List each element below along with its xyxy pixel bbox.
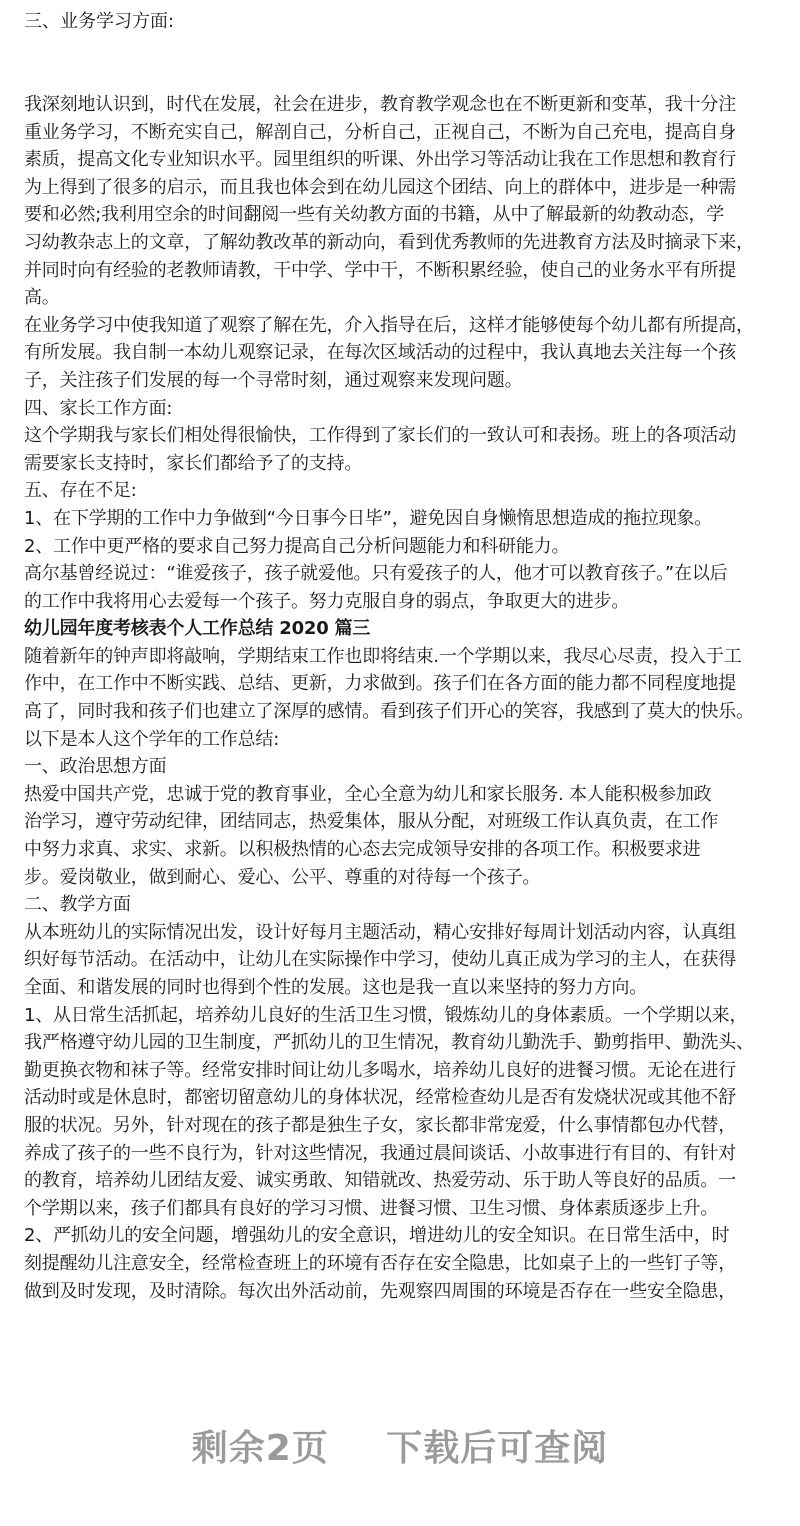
text-line: 高了，同时我和孩子们也建立了深厚的感情。看到孩子们开心的笑容，我感到了莫大的快乐。: [24, 701, 754, 723]
text-line: 需要家长支持时，家长们都给予了的支持。: [24, 452, 363, 474]
text-line: 二、教学方面: [24, 894, 131, 916]
text-line: 并同时向有经验的老教师请教，干中学、学中干，不断积累经验，使自己的业务水平有所提: [24, 259, 736, 281]
remaining-pages-label: 剩余2页: [191, 1428, 329, 1469]
text-line: 2、严抓幼儿的安全问题，增强幼儿的安全意识，增进幼儿的安全知识。在日常生活中，时: [24, 1225, 730, 1247]
text-line: 步。爱岗敬业，做到耐心、爱心、公平、尊重的对待每一个孩子。: [24, 866, 541, 888]
download-prompt[interactable]: [0, 1420, 800, 1471]
text-line: 活动时或是休息时，都密切留意幼儿的身体状况，经常检查幼儿是否有发烧状况或其他不舒: [24, 1087, 736, 1109]
text-line: 个学期以来，孩子们都具有良好的学习习惯、进餐习惯、卫生习惯、身体素质逐步上升。: [24, 1197, 719, 1219]
text-line: 中努力求真、求实、求新。以积极热情的心态去完成领导安排的各项工作。积极要求进: [24, 839, 701, 861]
text-line: 2、工作中更严格的要求自己努力提高自己分析问题能力和科研能力。: [24, 535, 570, 557]
text-line: 以下是本人这个学年的工作总结:: [24, 728, 280, 750]
text-line: 四、家长工作方面:: [24, 397, 173, 419]
text-line: 我严格遵守幼儿园的卫生制度，严抓幼儿的卫生情况，教育幼儿勤洗手、勤剪指甲、勤洗头、: [24, 1032, 754, 1054]
text-line: 1、从日常生活抓起，培养幼儿良好的生活卫生习惯，锻炼幼儿的身体素质。一个学期以来，: [24, 1004, 748, 1026]
text-line: 的工作中我将用心去爱每一个孩子。努力克服自身的弱点，争取更大的进步。: [24, 590, 630, 612]
text-line: 从本班幼儿的实际情况出发，设计好每月主题活动，精心安排好每周计划活动内容，认真组: [24, 921, 736, 943]
text-line: 的教育，培养幼儿团结友爱、诚实勇敢、知错就改、热爱劳动、乐于助人等良好的品质。一: [24, 1170, 736, 1192]
text-line: 织好每节活动。在活动中，让幼儿在实际操作中学习，使幼儿真正成为学习的主人，在获得: [24, 949, 736, 971]
text-line: 随着新年的钟声即将敲响，学期结束工作也即将结束.一个学期以来，我尽心尽责，投入于工: [24, 645, 742, 667]
text-line: 为上得到了很多的启示，而且我也体会到在幼儿园这个团结、向上的群体中，进步是一种需: [24, 176, 736, 198]
text-line: 1、在下学期的工作中力争做到“今日事今日毕”，避免因自身懒惰思想造成的拖拉现象。: [24, 507, 713, 529]
text-line: 素质，提高文化专业知识水平。园里组织的听课、外出学习等活动让我在工作思想和教育行: [24, 149, 736, 171]
text-line: 高尔基曾经说过：“谁爱孩子，孩子就爱他。只有爱孩子的人，他才可以教育孩子。”在以后: [24, 563, 728, 585]
text-line: 高。: [24, 287, 60, 309]
text-line: 有所发展。我自制一本幼儿观察记录，在每次区域活动的过程中，我认真地去关注每一个孩: [24, 342, 736, 364]
text-line: 养成了孩子的一些不良行为，针对这些情况，我通过晨间谈话、小故事进行有目的、有针对: [24, 1142, 736, 1164]
text-line: 我深刻地认识到，时代在发展，社会在进步，教育教学观念也在不断更新和变革，我十分注: [24, 94, 736, 115]
text-line: 勤更换衣物和袜子等。经常安排时间让幼儿多喝水，培养幼儿良好的进餐习惯。无论在进行: [24, 1059, 736, 1081]
section-title: 幼儿园年度考核表个人工作总结 2020 篇三: [24, 618, 371, 640]
text-line: 五、存在不足:: [24, 480, 137, 502]
text-line: 治学习，遵守劳动纪律，团结同志，热爱集体，服从分配，对班级工作认真负责，在工作: [24, 811, 719, 833]
download-to-view-label[interactable]: 下载后可查阅: [386, 1428, 609, 1469]
text-line: 子，关注孩子们发展的每一个寻常时刻，通过观察来发现问题。: [24, 369, 523, 391]
text-line: 服的状况。另外，针对现在的孩子都是独生子女，家长都非常宠爱，什么事情都包办代替，: [24, 1114, 736, 1136]
text-line: 习幼教杂志上的文章，了解幼教改革的新动向，看到优秀教师的先进教育方法及时摘录下来，: [24, 231, 754, 253]
text-line: 刻提醒幼儿注意安全，经常检查班上的环境有否存在安全隐患，比如桌子上的一些钉子等，: [24, 1252, 736, 1274]
text-line: 这个学期我与家长们相处得很愉快，工作得到了家长们的一致认可和表扬。班上的各项活动: [24, 425, 736, 447]
text-line: 一、政治思想方面: [24, 756, 167, 778]
text-line: 在业务学习中使我知道了观察了解在先，介入指导在后，这样才能够使每个幼儿都有所提高，: [24, 314, 754, 336]
text-line: 做到及时发现，及时清除。每次出外活动前，先观察四周围的环境是否存在一些安全隐患，: [24, 1280, 736, 1302]
text-line: 全面、和谐发展的同时也得到个性的发展。这也是我一直以来坚持的努力方向。: [24, 977, 647, 998]
document-body: [24, 91, 784, 1305]
text-line: 作中，在工作中不断实践、总结、更新，力求做到。孩子们在各方面的能力都不同程度地提: [24, 673, 736, 695]
text-line: 重业务学习，不断充实自己，解剖自己，分析自己，正视自己，不断为自己充电，提高自身: [24, 121, 736, 143]
section-heading: 三、业务学习方面:: [24, 11, 175, 32]
text-line: 要和必然;我利用空余的时间翻阅一些有关幼教方面的书籍，从中了解最新的幼教动态，学: [24, 204, 725, 226]
text-line: 热爱中国共产党，忠诚于党的教育事业，全心全意为幼儿和家长服务. 本人能积极参加政: [24, 783, 712, 805]
